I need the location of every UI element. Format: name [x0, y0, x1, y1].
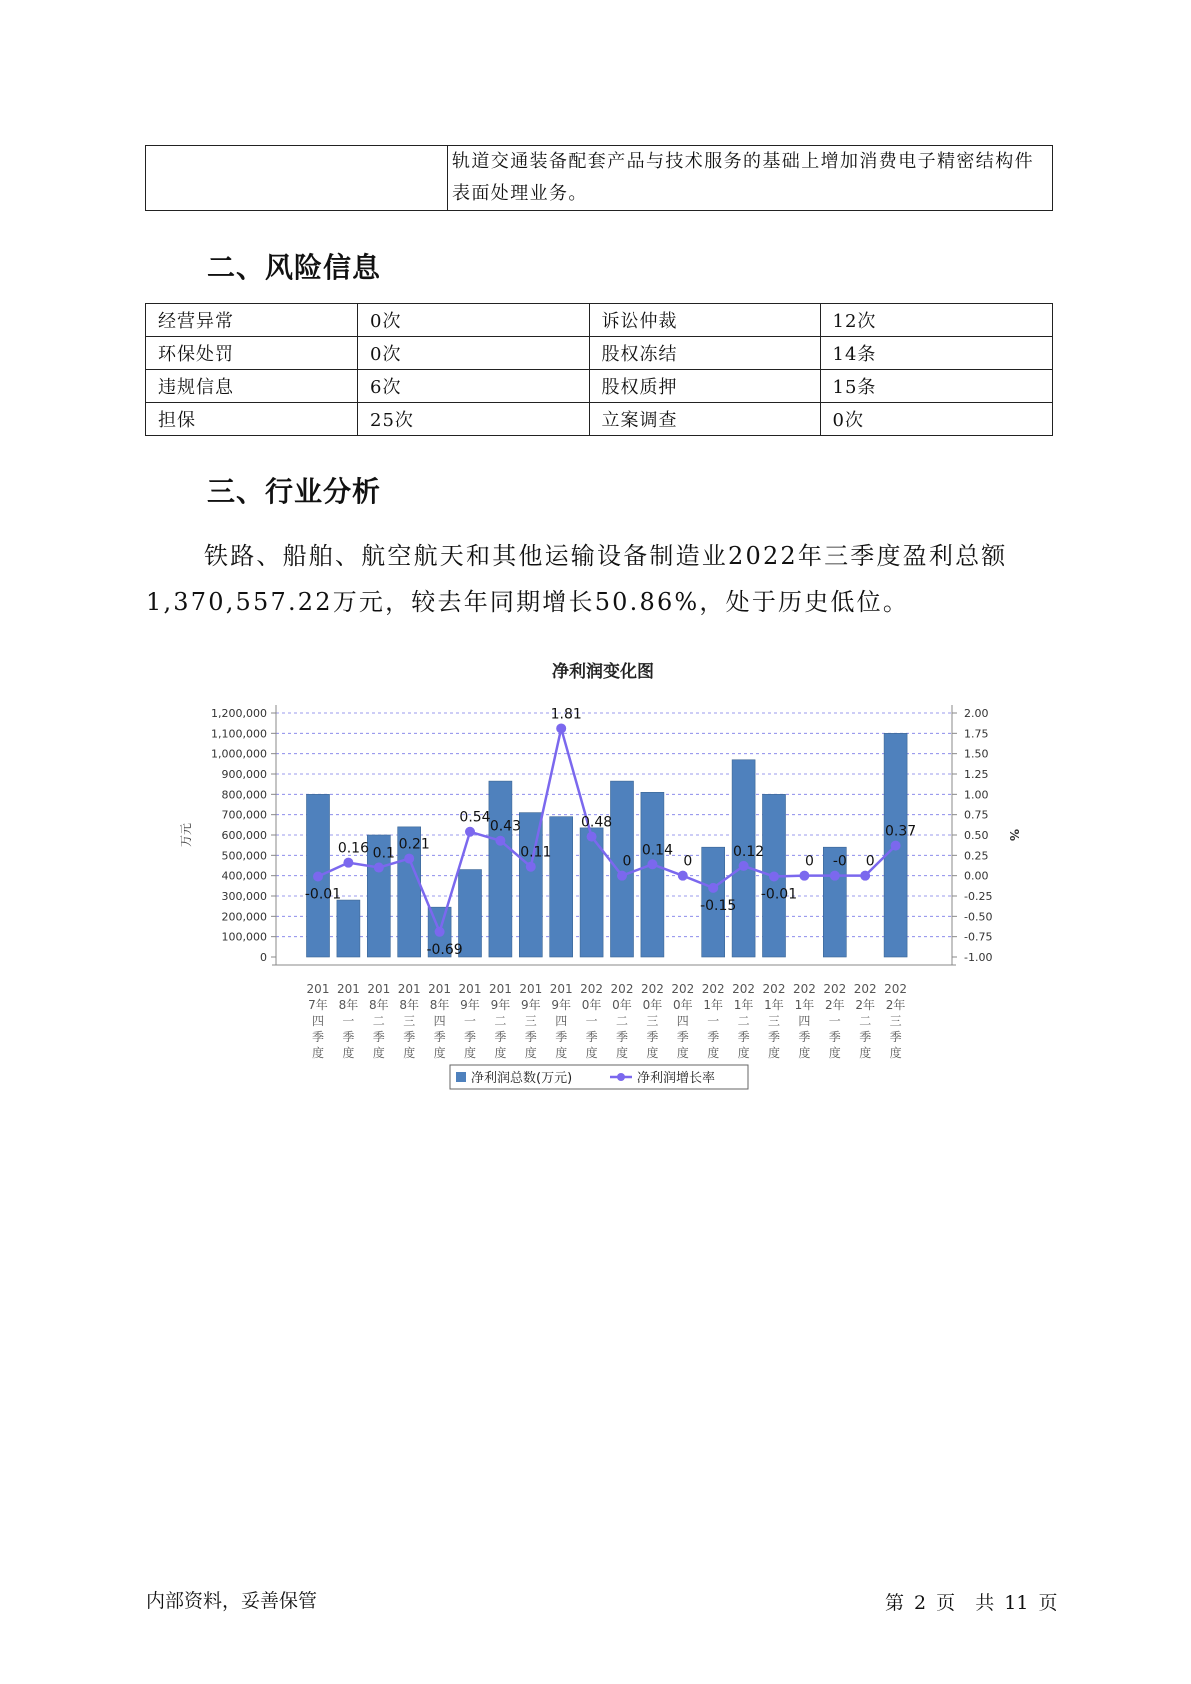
x-tick-label: 季 — [737, 1030, 750, 1044]
section-heading-risk: 二、风险信息 — [207, 251, 382, 284]
growth-rate-point — [647, 859, 657, 869]
risk-item-label: 违规信息 — [146, 370, 358, 403]
y-tick-label: 500,000 — [221, 849, 267, 863]
growth-rate-point — [891, 841, 901, 851]
x-tick-label: 9年 — [460, 998, 480, 1012]
x-tick-label: 一 — [463, 1014, 477, 1028]
net-profit-chart — [0, 640, 1191, 1100]
business-scope-table — [145, 145, 1053, 211]
growth-rate-point — [799, 871, 809, 881]
x-tick-label: 季 — [433, 1030, 446, 1044]
x-tick-label: 202 — [640, 982, 664, 996]
footer-confidential-note: 内部资料，妥善保管 — [146, 1590, 318, 1612]
x-tick-label: 度 — [889, 1046, 902, 1060]
x-tick-label: 1年 — [794, 998, 815, 1012]
y2-tick-label: -1.00 — [964, 951, 993, 964]
y2-tick-label: 0.25 — [964, 849, 989, 863]
growth-rate-point — [374, 863, 384, 873]
x-tick-label: 8年 — [338, 998, 359, 1012]
risk-info-table — [145, 303, 1053, 436]
risk-item-value: 0次 — [820, 403, 1052, 436]
x-tick-label: 季 — [828, 1030, 841, 1044]
growth-rate-point — [769, 871, 779, 881]
x-tick-label: 7年 — [308, 998, 328, 1012]
data-label: 0.54 — [459, 809, 491, 826]
x-tick-label: 1年 — [764, 998, 784, 1012]
analysis-paragraph — [146, 533, 1066, 625]
data-label: 0 — [683, 853, 693, 870]
y2-tick-label: -0.25 — [964, 890, 993, 903]
x-tick-label: 季 — [555, 1030, 568, 1044]
risk-item-label: 股权质押 — [589, 370, 820, 403]
y-tick-label: 900,000 — [221, 768, 267, 781]
x-tick-label: 二 — [737, 1014, 750, 1028]
bar — [489, 781, 512, 957]
x-tick-label: 度 — [798, 1046, 811, 1060]
risk-item-value: 12次 — [820, 304, 1052, 337]
growth-rate-point — [435, 927, 445, 937]
x-tick-label: 202 — [671, 982, 695, 996]
x-tick-label: 202 — [610, 982, 634, 996]
x-tick-label: 度 — [372, 1046, 385, 1060]
x-tick-label: 度 — [403, 1046, 416, 1060]
x-tick-label: 2年 — [885, 998, 906, 1012]
x-tick-label: 202 — [884, 982, 908, 996]
x-tick-label: 201 — [549, 982, 573, 996]
risk-item-label: 经营异常 — [146, 304, 358, 337]
growth-rate-point — [830, 871, 840, 881]
risk-item-label: 诉讼仲裁 — [589, 304, 820, 337]
x-tick-label: 季 — [615, 1030, 629, 1044]
data-label: -0.69 — [426, 941, 463, 958]
data-label: -0.15 — [700, 897, 737, 914]
x-tick-label: 季 — [859, 1030, 872, 1044]
y2-tick-label: 0.50 — [964, 829, 989, 842]
growth-rate-point — [587, 832, 597, 842]
growth-rate-point — [313, 871, 323, 881]
x-tick-label: 二 — [494, 1014, 507, 1028]
growth-rate-point — [556, 723, 566, 733]
x-tick-label: 度 — [646, 1046, 659, 1060]
y-tick-label: 1,000,000 — [211, 747, 267, 761]
table-cell-label — [146, 146, 448, 211]
x-tick-label: 9年 — [490, 998, 511, 1012]
x-tick-label: 季 — [342, 1030, 355, 1044]
x-tick-label: 季 — [403, 1030, 416, 1044]
chart-title: 净利润变化图 — [552, 662, 654, 682]
risk-item-value: 0次 — [358, 337, 590, 370]
x-tick-label: 季 — [707, 1030, 720, 1044]
x-tick-label: 度 — [737, 1046, 750, 1060]
y2-axis-label: % — [1007, 828, 1021, 842]
bar — [337, 900, 360, 957]
y2-tick-label: -0.75 — [964, 930, 993, 944]
x-tick-label: 季 — [646, 1030, 659, 1044]
x-tick-label: 202 — [792, 982, 816, 996]
paragraph-line: 1,370,557.22万元，较去年同期增长50.86%，处于历史低位。 — [146, 588, 910, 616]
x-tick-label: 季 — [798, 1030, 811, 1044]
y2-tick-label: 2.00 — [964, 707, 989, 720]
x-tick-label: 度 — [615, 1046, 629, 1060]
data-label: -0.01 — [760, 886, 798, 903]
growth-rate-point — [617, 871, 627, 881]
x-tick-label: 201 — [397, 982, 421, 996]
y-tick-label: 700,000 — [221, 808, 267, 822]
table-row — [146, 304, 1053, 337]
x-tick-label: 一 — [707, 1014, 720, 1028]
y2-tick-label: -0.50 — [964, 910, 993, 924]
risk-item-label: 担保 — [146, 403, 358, 436]
growth-rate-point — [465, 827, 475, 837]
bar — [550, 817, 573, 957]
data-label: 1.81 — [550, 706, 582, 723]
table-cell-description — [448, 146, 1053, 211]
bar — [641, 792, 664, 957]
data-label: 0.1 — [372, 845, 395, 862]
y-tick-label: 0 — [260, 951, 267, 964]
x-tick-label: 三 — [889, 1014, 902, 1028]
x-tick-label: 201 — [306, 982, 330, 996]
x-tick-label: 202 — [701, 982, 725, 996]
x-tick-label: 四 — [798, 1014, 811, 1028]
growth-rate-point — [495, 836, 505, 846]
data-label: 0.14 — [641, 842, 673, 859]
x-tick-label: 201 — [367, 982, 391, 996]
x-tick-label: 202 — [580, 982, 604, 996]
x-tick-label: 季 — [372, 1030, 385, 1044]
data-label: 0 — [865, 853, 875, 870]
risk-item-value: 15条 — [820, 370, 1052, 403]
risk-item-label: 立案调查 — [589, 403, 820, 436]
x-tick-label: 三 — [646, 1014, 659, 1028]
x-tick-label: 8年 — [429, 998, 450, 1012]
x-tick-label: 度 — [707, 1046, 720, 1060]
x-tick-label: 9年 — [551, 998, 572, 1012]
risk-item-label: 股权冻结 — [589, 337, 820, 370]
risk-item-label: 环保处罚 — [146, 337, 358, 370]
x-tick-label: 四 — [676, 1014, 689, 1028]
y2-tick-label: 1.50 — [964, 747, 989, 761]
y-tick-label: 200,000 — [221, 910, 267, 924]
y2-tick-label: 1.25 — [964, 768, 989, 781]
x-tick-label: 季 — [889, 1030, 902, 1044]
table-row — [146, 370, 1053, 403]
x-tick-label: 8年 — [399, 998, 420, 1012]
description-line: 表面处理业务。 — [452, 183, 588, 204]
x-tick-label: 季 — [676, 1030, 689, 1044]
risk-item-value: 25次 — [358, 403, 590, 436]
risk-item-value: 14条 — [820, 337, 1052, 370]
data-label: -0 — [832, 853, 847, 870]
y-tick-label: 100,000 — [221, 930, 267, 944]
x-tick-label: 四 — [555, 1014, 568, 1028]
y2-tick-label: 0.75 — [964, 808, 989, 822]
y-tick-label: 800,000 — [221, 788, 267, 802]
footer-page-number: 第 2 页 共 11 页 — [885, 1592, 1058, 1614]
growth-rate-point — [708, 883, 718, 893]
x-tick-label: 2年 — [824, 998, 845, 1012]
x-tick-label: 度 — [555, 1046, 568, 1060]
x-tick-label: 三 — [767, 1014, 781, 1028]
legend-swatch-bar — [456, 1072, 466, 1082]
legend-swatch-point — [617, 1073, 625, 1081]
x-tick-label: 季 — [494, 1030, 507, 1044]
data-label: 0 — [804, 853, 814, 870]
y2-tick-label: 1.75 — [964, 727, 989, 741]
y-tick-label: 400,000 — [221, 869, 267, 883]
x-tick-label: 度 — [585, 1046, 598, 1060]
x-tick-label: 0年 — [672, 998, 693, 1012]
x-tick-label: 一 — [828, 1014, 841, 1028]
x-tick-label: 201 — [488, 982, 512, 996]
description-line: 轨道交通装备配套产品与技术服务的基础上增加消费电子精密结构件 — [452, 151, 1034, 172]
growth-rate-point — [526, 862, 536, 872]
paragraph-line: 铁路、船舶、航空航天和其他运输设备制造业2022年三季度盈利总额 — [204, 542, 1008, 570]
legend-label-bar: 净利润总数(万元) — [471, 1071, 573, 1086]
x-tick-label: 三 — [403, 1014, 416, 1028]
x-tick-label: 9年 — [520, 998, 541, 1012]
data-label: 0.48 — [581, 814, 613, 831]
growth-rate-point — [343, 858, 353, 868]
x-tick-label: 一 — [585, 1014, 598, 1028]
x-tick-label: 201 — [336, 982, 360, 996]
table-row — [146, 403, 1053, 436]
x-tick-label: 8年 — [368, 998, 389, 1012]
growth-rate-point — [739, 861, 749, 871]
x-tick-label: 度 — [342, 1046, 355, 1060]
x-tick-label: 度 — [676, 1046, 689, 1060]
y2-tick-label: 0.00 — [964, 869, 989, 883]
x-tick-label: 2年 — [855, 998, 876, 1012]
growth-rate-point — [860, 871, 870, 881]
x-tick-label: 季 — [767, 1030, 781, 1044]
x-tick-label: 度 — [859, 1046, 872, 1060]
x-tick-label: 度 — [767, 1046, 781, 1060]
data-label: 0.12 — [733, 843, 765, 860]
x-tick-label: 202 — [732, 982, 756, 996]
y-tick-label: 1,100,000 — [211, 727, 267, 741]
x-tick-label: 201 — [458, 982, 482, 996]
x-tick-label: 季 — [463, 1030, 477, 1044]
x-tick-label: 三 — [524, 1014, 537, 1028]
x-tick-label: 季 — [311, 1030, 325, 1044]
x-tick-label: 度 — [828, 1046, 841, 1060]
x-tick-label: 二 — [615, 1014, 629, 1028]
data-label: 0.16 — [337, 840, 369, 857]
legend-label-line: 净利润增长率 — [637, 1071, 716, 1086]
y-tick-label: 600,000 — [221, 829, 267, 842]
x-tick-label: 度 — [524, 1046, 537, 1060]
x-tick-label: 201 — [428, 982, 452, 996]
y2-tick-label: 1.00 — [964, 788, 989, 802]
x-tick-label: 202 — [762, 982, 786, 996]
x-tick-label: 一 — [342, 1014, 355, 1028]
x-tick-label: 202 — [853, 982, 877, 996]
x-tick-label: 0年 — [642, 998, 663, 1012]
data-label: 0.37 — [885, 823, 917, 840]
risk-item-value: 6次 — [358, 370, 590, 403]
risk-item-value: 0次 — [358, 304, 590, 337]
x-tick-label: 1年 — [703, 998, 724, 1012]
data-label: 0.21 — [398, 836, 430, 853]
y-axis-label: 万元 — [179, 822, 193, 848]
x-tick-label: 202 — [823, 982, 847, 996]
growth-rate-point — [404, 854, 414, 864]
x-tick-label: 度 — [311, 1046, 325, 1060]
x-tick-label: 201 — [519, 982, 543, 996]
data-label: 0 — [622, 853, 632, 870]
x-tick-label: 二 — [859, 1014, 872, 1028]
x-tick-label: 0年 — [581, 998, 602, 1012]
table-row — [146, 337, 1053, 370]
x-tick-label: 1年 — [733, 998, 754, 1012]
x-tick-label: 度 — [494, 1046, 507, 1060]
data-label: -0.01 — [304, 886, 342, 903]
y-tick-label: 300,000 — [221, 890, 267, 903]
data-label: 0.11 — [520, 844, 552, 861]
x-tick-label: 度 — [463, 1046, 477, 1060]
x-tick-label: 0年 — [612, 998, 632, 1012]
table-row — [146, 146, 1053, 211]
x-tick-label: 季 — [585, 1030, 598, 1044]
x-tick-label: 四 — [311, 1014, 325, 1028]
x-tick-label: 二 — [372, 1014, 385, 1028]
data-label: 0.43 — [489, 818, 521, 835]
x-tick-label: 度 — [433, 1046, 446, 1060]
x-tick-label: 季 — [524, 1030, 537, 1044]
growth-rate-point — [678, 871, 688, 881]
y-tick-label: 1,200,000 — [211, 707, 267, 720]
x-tick-label: 四 — [433, 1014, 446, 1028]
section-heading-industry: 三、行业分析 — [207, 475, 382, 508]
